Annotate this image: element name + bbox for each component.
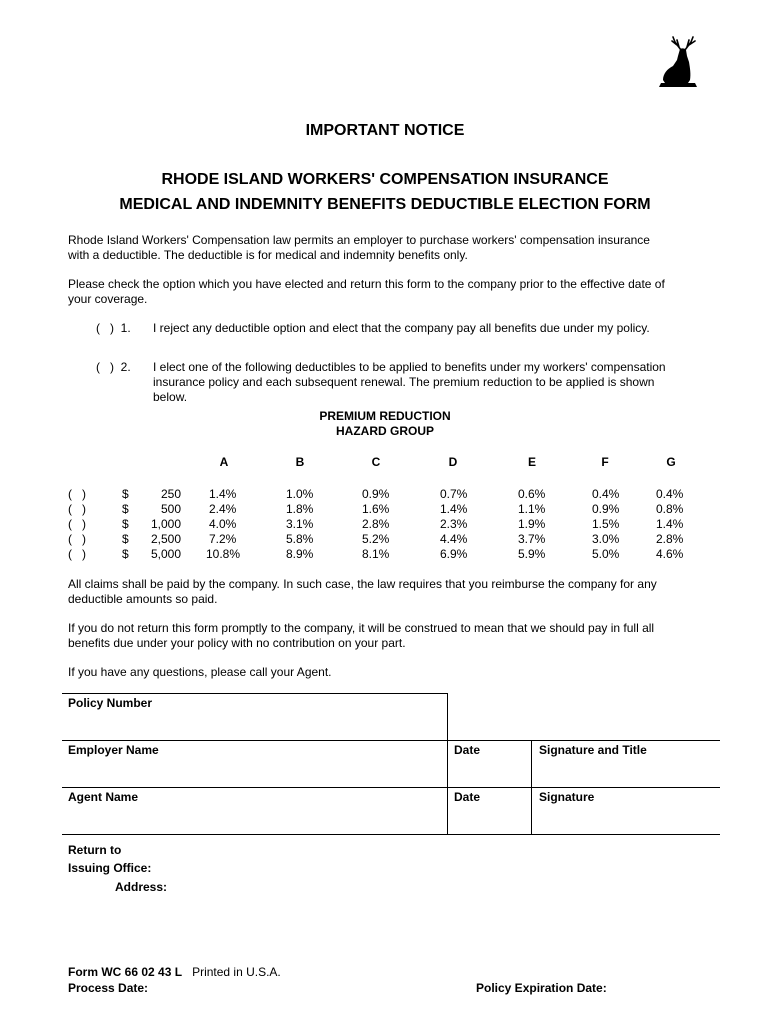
- form-line-2: [62, 740, 720, 741]
- reduction-value: 1.4%: [656, 517, 684, 531]
- form-vertical-line: [447, 693, 448, 834]
- check-line1: Please check the option which you have elected and return this form to the company prior to the effective date of: [68, 277, 665, 291]
- elk-icon: [655, 36, 701, 88]
- intro-line1: Rhode Island Workers' Compensation law permits an employer to purchase workers' compensation insurance: [68, 233, 650, 247]
- form-line-4: [62, 834, 720, 835]
- reduction-value: 2.3%: [440, 517, 468, 531]
- form-top-line: [62, 693, 447, 694]
- reduction-value: 5.8%: [286, 532, 314, 546]
- form-number-line: [68, 965, 281, 979]
- printed-in: Printed in U.S.A.: [192, 965, 281, 979]
- option2-line1: I elect one of the following deductibles to be applied to benefits under my workers' compensation: [153, 360, 666, 374]
- reduction-value: 1.1%: [518, 502, 546, 516]
- row-checkbox[interactable]: ( ): [68, 502, 86, 516]
- col-header: F: [601, 455, 609, 469]
- reduction-value: 6.9%: [440, 547, 468, 561]
- col-header: G: [666, 455, 676, 469]
- reduction-value: 0.9%: [592, 502, 620, 516]
- option2-line3: below.: [153, 390, 188, 404]
- return-to-label: Return to: [68, 843, 122, 857]
- claims-paragraph: [68, 577, 704, 607]
- form-title-line1: RHODE ISLAND WORKERS' COMPENSATION INSURANCE: [161, 171, 609, 188]
- return-paragraph: [68, 621, 704, 651]
- currency-symbol: $: [122, 517, 129, 531]
- agent-name-field[interactable]: Agent Name: [68, 790, 139, 804]
- reduction-value: 8.9%: [286, 547, 314, 561]
- reduction-value: 5.2%: [362, 532, 390, 546]
- currency-symbol: $: [122, 487, 129, 501]
- claims-line2: deductible amounts so paid.: [68, 592, 218, 606]
- reduction-value: 5.0%: [592, 547, 620, 561]
- reduction-value: 1.4%: [209, 487, 237, 501]
- issuing-office-label: Issuing Office:: [68, 861, 152, 875]
- agent-signature-field[interactable]: Signature: [539, 790, 595, 804]
- hazard-heading: HAZARD GROUP: [336, 424, 434, 438]
- option2-line2: insurance policy and each subsequent renewal. The premium reduction to be applied is shown: [153, 375, 655, 389]
- row-checkbox[interactable]: ( ): [68, 547, 86, 561]
- reduction-value: 4.6%: [656, 547, 684, 561]
- reduction-value: 0.4%: [656, 487, 684, 501]
- employer-name-field[interactable]: Employer Name: [68, 743, 159, 757]
- currency-symbol: $: [122, 502, 129, 516]
- employer-date-field[interactable]: Date: [454, 743, 481, 757]
- reduction-value: 1.6%: [362, 502, 390, 516]
- check-line2: your coverage.: [68, 292, 148, 306]
- form-number: Form WC 66 02 43 L: [68, 965, 183, 979]
- currency-symbol: $: [122, 532, 129, 546]
- process-date-field[interactable]: Process Date:: [68, 981, 149, 995]
- reduction-value: 0.6%: [518, 487, 546, 501]
- reduction-value: 1.4%: [440, 502, 468, 516]
- currency-symbol: $: [122, 547, 129, 561]
- option2-checkbox[interactable]: ( ) 2.: [96, 360, 131, 374]
- claims-line1: All claims shall be paid by the company. In such case, the law requires that you reimburse the company for any: [68, 577, 657, 591]
- col-header: E: [527, 455, 536, 469]
- reduction-value: 8.1%: [362, 547, 390, 561]
- deductible-amount: 2,500: [150, 532, 181, 546]
- option1-checkbox[interactable]: ( ) 1.: [96, 321, 131, 335]
- row-checkbox[interactable]: ( ): [68, 487, 86, 501]
- reduction-value: 1.5%: [592, 517, 620, 531]
- form-title-line2: MEDICAL AND INDEMNITY BENEFITS DEDUCTIBLE ELECTION FORM: [119, 196, 651, 213]
- reduction-value: 3.1%: [286, 517, 314, 531]
- reduction-value: 10.8%: [206, 547, 241, 561]
- questions-paragraph: If you have any questions, please call your Agent.: [68, 665, 332, 679]
- reduction-value: 2.8%: [362, 517, 390, 531]
- col-header: D: [448, 455, 458, 469]
- reduction-value: 3.7%: [518, 532, 546, 546]
- reduction-value: 1.0%: [286, 487, 314, 501]
- reduction-value: 0.4%: [592, 487, 620, 501]
- notice-title: IMPORTANT NOTICE: [305, 122, 465, 139]
- premium-heading: PREMIUM REDUCTION: [319, 409, 451, 423]
- reduction-value: 4.4%: [440, 532, 468, 546]
- reduction-value: 1.8%: [286, 502, 314, 516]
- option2-text: [153, 360, 704, 405]
- option1-text: I reject any deductible option and elect that the company pay all benefits due under my policy.: [153, 321, 650, 335]
- form-line-3: [62, 787, 720, 788]
- reduction-value: 2.8%: [656, 532, 684, 546]
- check-instruction: [68, 277, 704, 307]
- return-line1: If you do not return this form promptly to the company, it will be construed to mean that we should pay in full all: [68, 621, 655, 635]
- policy-number-field[interactable]: Policy Number: [68, 696, 153, 710]
- agent-date-field[interactable]: Date: [454, 790, 481, 804]
- reduction-value: 0.8%: [656, 502, 684, 516]
- reduction-value: 5.9%: [518, 547, 546, 561]
- intro-line2: with a deductible. The deductible is for medical and indemnity benefits only.: [68, 248, 468, 262]
- deductible-amount: 1,000: [150, 517, 181, 531]
- return-line2: benefits due under your policy with no contribution on your part.: [68, 636, 406, 650]
- deductible-amount: 5,000: [150, 547, 181, 561]
- signature-title-field[interactable]: Signature and Title: [539, 743, 647, 757]
- row-checkbox[interactable]: ( ): [68, 517, 86, 531]
- reduction-value: 3.0%: [592, 532, 620, 546]
- deductible-amount: 250: [160, 487, 181, 501]
- reduction-value: 2.4%: [209, 502, 237, 516]
- col-header: A: [219, 455, 229, 469]
- reduction-value: 7.2%: [209, 532, 237, 546]
- company-logo: [655, 36, 701, 88]
- intro-paragraph: [68, 233, 704, 263]
- reduction-value: 0.7%: [440, 487, 468, 501]
- reduction-value: 1.9%: [518, 517, 546, 531]
- address-label: Address:: [115, 880, 168, 894]
- reduction-value: 4.0%: [209, 517, 237, 531]
- col-header: C: [371, 455, 381, 469]
- policy-expiration-field[interactable]: Policy Expiration Date:: [476, 981, 607, 995]
- reduction-value: 0.9%: [362, 487, 390, 501]
- row-checkbox[interactable]: ( ): [68, 532, 86, 546]
- deductible-amount: 500: [160, 502, 181, 516]
- col-header: B: [295, 455, 305, 469]
